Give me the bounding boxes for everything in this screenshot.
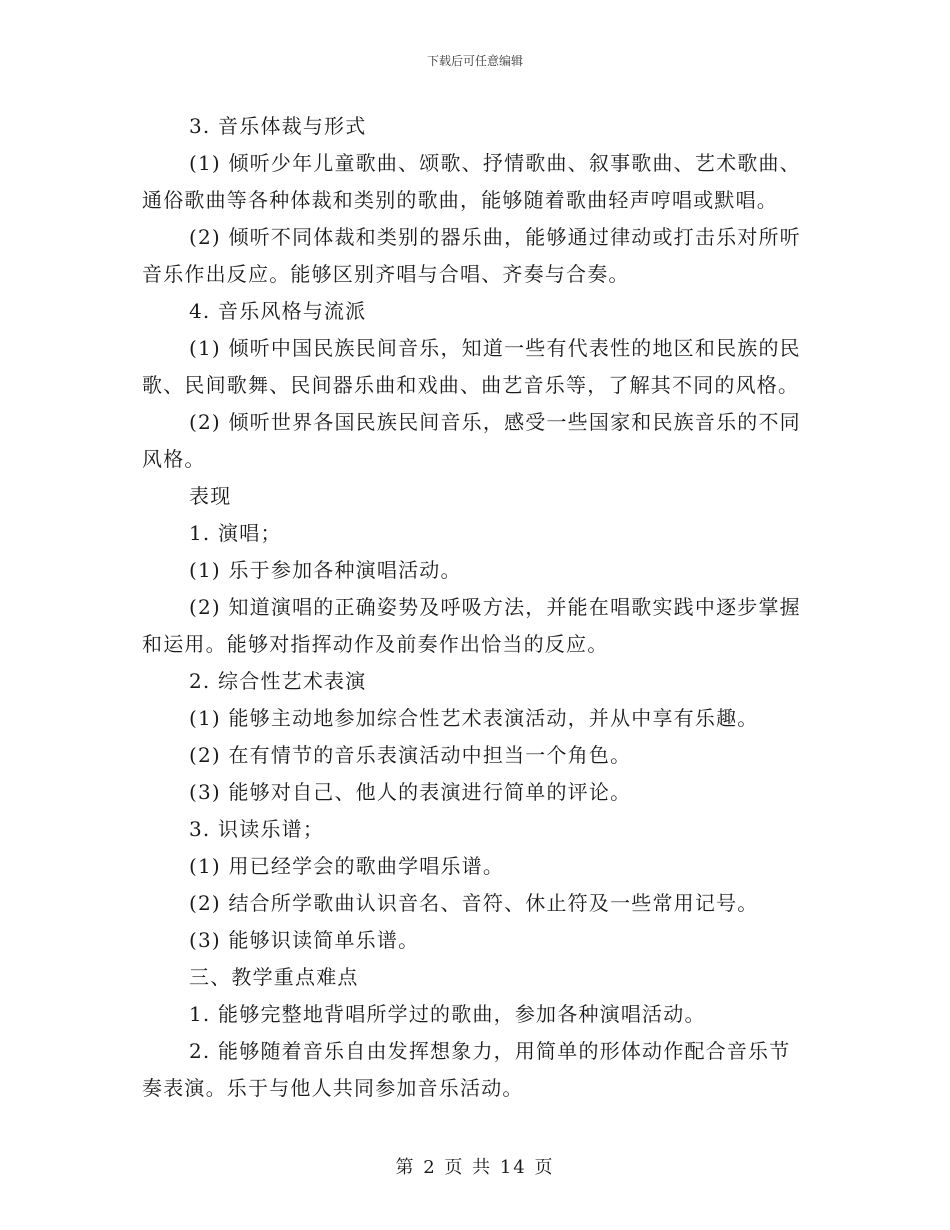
page-footer: 第 2 页 共 14 页 (395, 1157, 555, 1178)
paragraph-line: (2) 知道演唱的正确姿势及呼吸方法，并能在唱歌实践中逐步掌握 (189, 595, 801, 619)
document-body (142, 108, 810, 1107)
paragraph-line: (1) 倾听中国民族民间音乐，知道一些有代表性的地区和民族的民 (189, 336, 801, 360)
paragraph-line: (1) 用已经学会的歌曲学唱乐谱。 (189, 854, 505, 878)
section-heading: 3. 音乐体裁与形式 (189, 114, 367, 138)
paragraph-line: (2) 结合所学歌曲认识音名、音符、休止符及一些常用记号。 (189, 891, 759, 915)
paragraph-line: 音乐作出反应。能够区别齐唱与合唱、齐奏与合奏。 (142, 262, 630, 286)
paragraph-line: 奏表演。乐于与他人共同参加音乐活动。 (142, 1076, 524, 1100)
paragraph-line: (2) 倾听世界各国民族民间音乐，感受一些国家和民族音乐的不同 (189, 410, 801, 434)
paragraph-line: (1) 乐于参加各种演唱活动。 (189, 558, 462, 582)
paragraph-line: (3) 能够对自己、他人的表演进行简单的评论。 (189, 780, 632, 804)
section-heading: 2. 综合性艺术表演 (189, 669, 367, 693)
paragraph-line: (2) 在有情节的音乐表演活动中担当一个角色。 (189, 743, 632, 767)
section-heading: 4. 音乐风格与流派 (189, 299, 367, 323)
paragraph-line: (2) 倾听不同体裁和类别的器乐曲，能够通过律动或打击乐对所听 (189, 225, 801, 249)
page-header: 下载后可任意编辑 (426, 54, 523, 68)
paragraph-line: 歌、民间歌舞、民间器乐曲和戏曲、曲艺音乐等，了解其不同的风格。 (142, 373, 800, 397)
paragraph-line: 通俗歌曲等各种体裁和类别的歌曲，能够随着歌曲轻声哼唱或默唱。 (142, 188, 778, 212)
paragraph-line: 2. 能够随着音乐自由发挥想象力，用简单的形体动作配合音乐节 (189, 1039, 791, 1063)
paragraph-line: 风格。 (142, 447, 206, 471)
section-heading: 3. 识读乐谱； (189, 817, 325, 841)
paragraph-line: 1. 能够完整地背唱所学过的歌曲，参加各种演唱活动。 (189, 1002, 706, 1026)
section-heading: 1. 演唱； (189, 521, 282, 545)
paragraph-line: (3) 能够识读简单乐谱。 (189, 928, 420, 952)
paragraph-line: 和运用。能够对指挥动作及前奏作出恰当的反应。 (142, 632, 609, 656)
paragraph-line: (1) 能够主动地参加综合性艺术表演活动，并从中享有乐趣。 (189, 706, 759, 730)
paragraph-line: (1) 倾听少年儿童歌曲、颂歌、抒情歌曲、叙事歌曲、艺术歌曲、 (189, 151, 801, 175)
section-heading: 三、教学重点难点 (189, 965, 359, 989)
section-heading: 表现 (189, 484, 232, 508)
